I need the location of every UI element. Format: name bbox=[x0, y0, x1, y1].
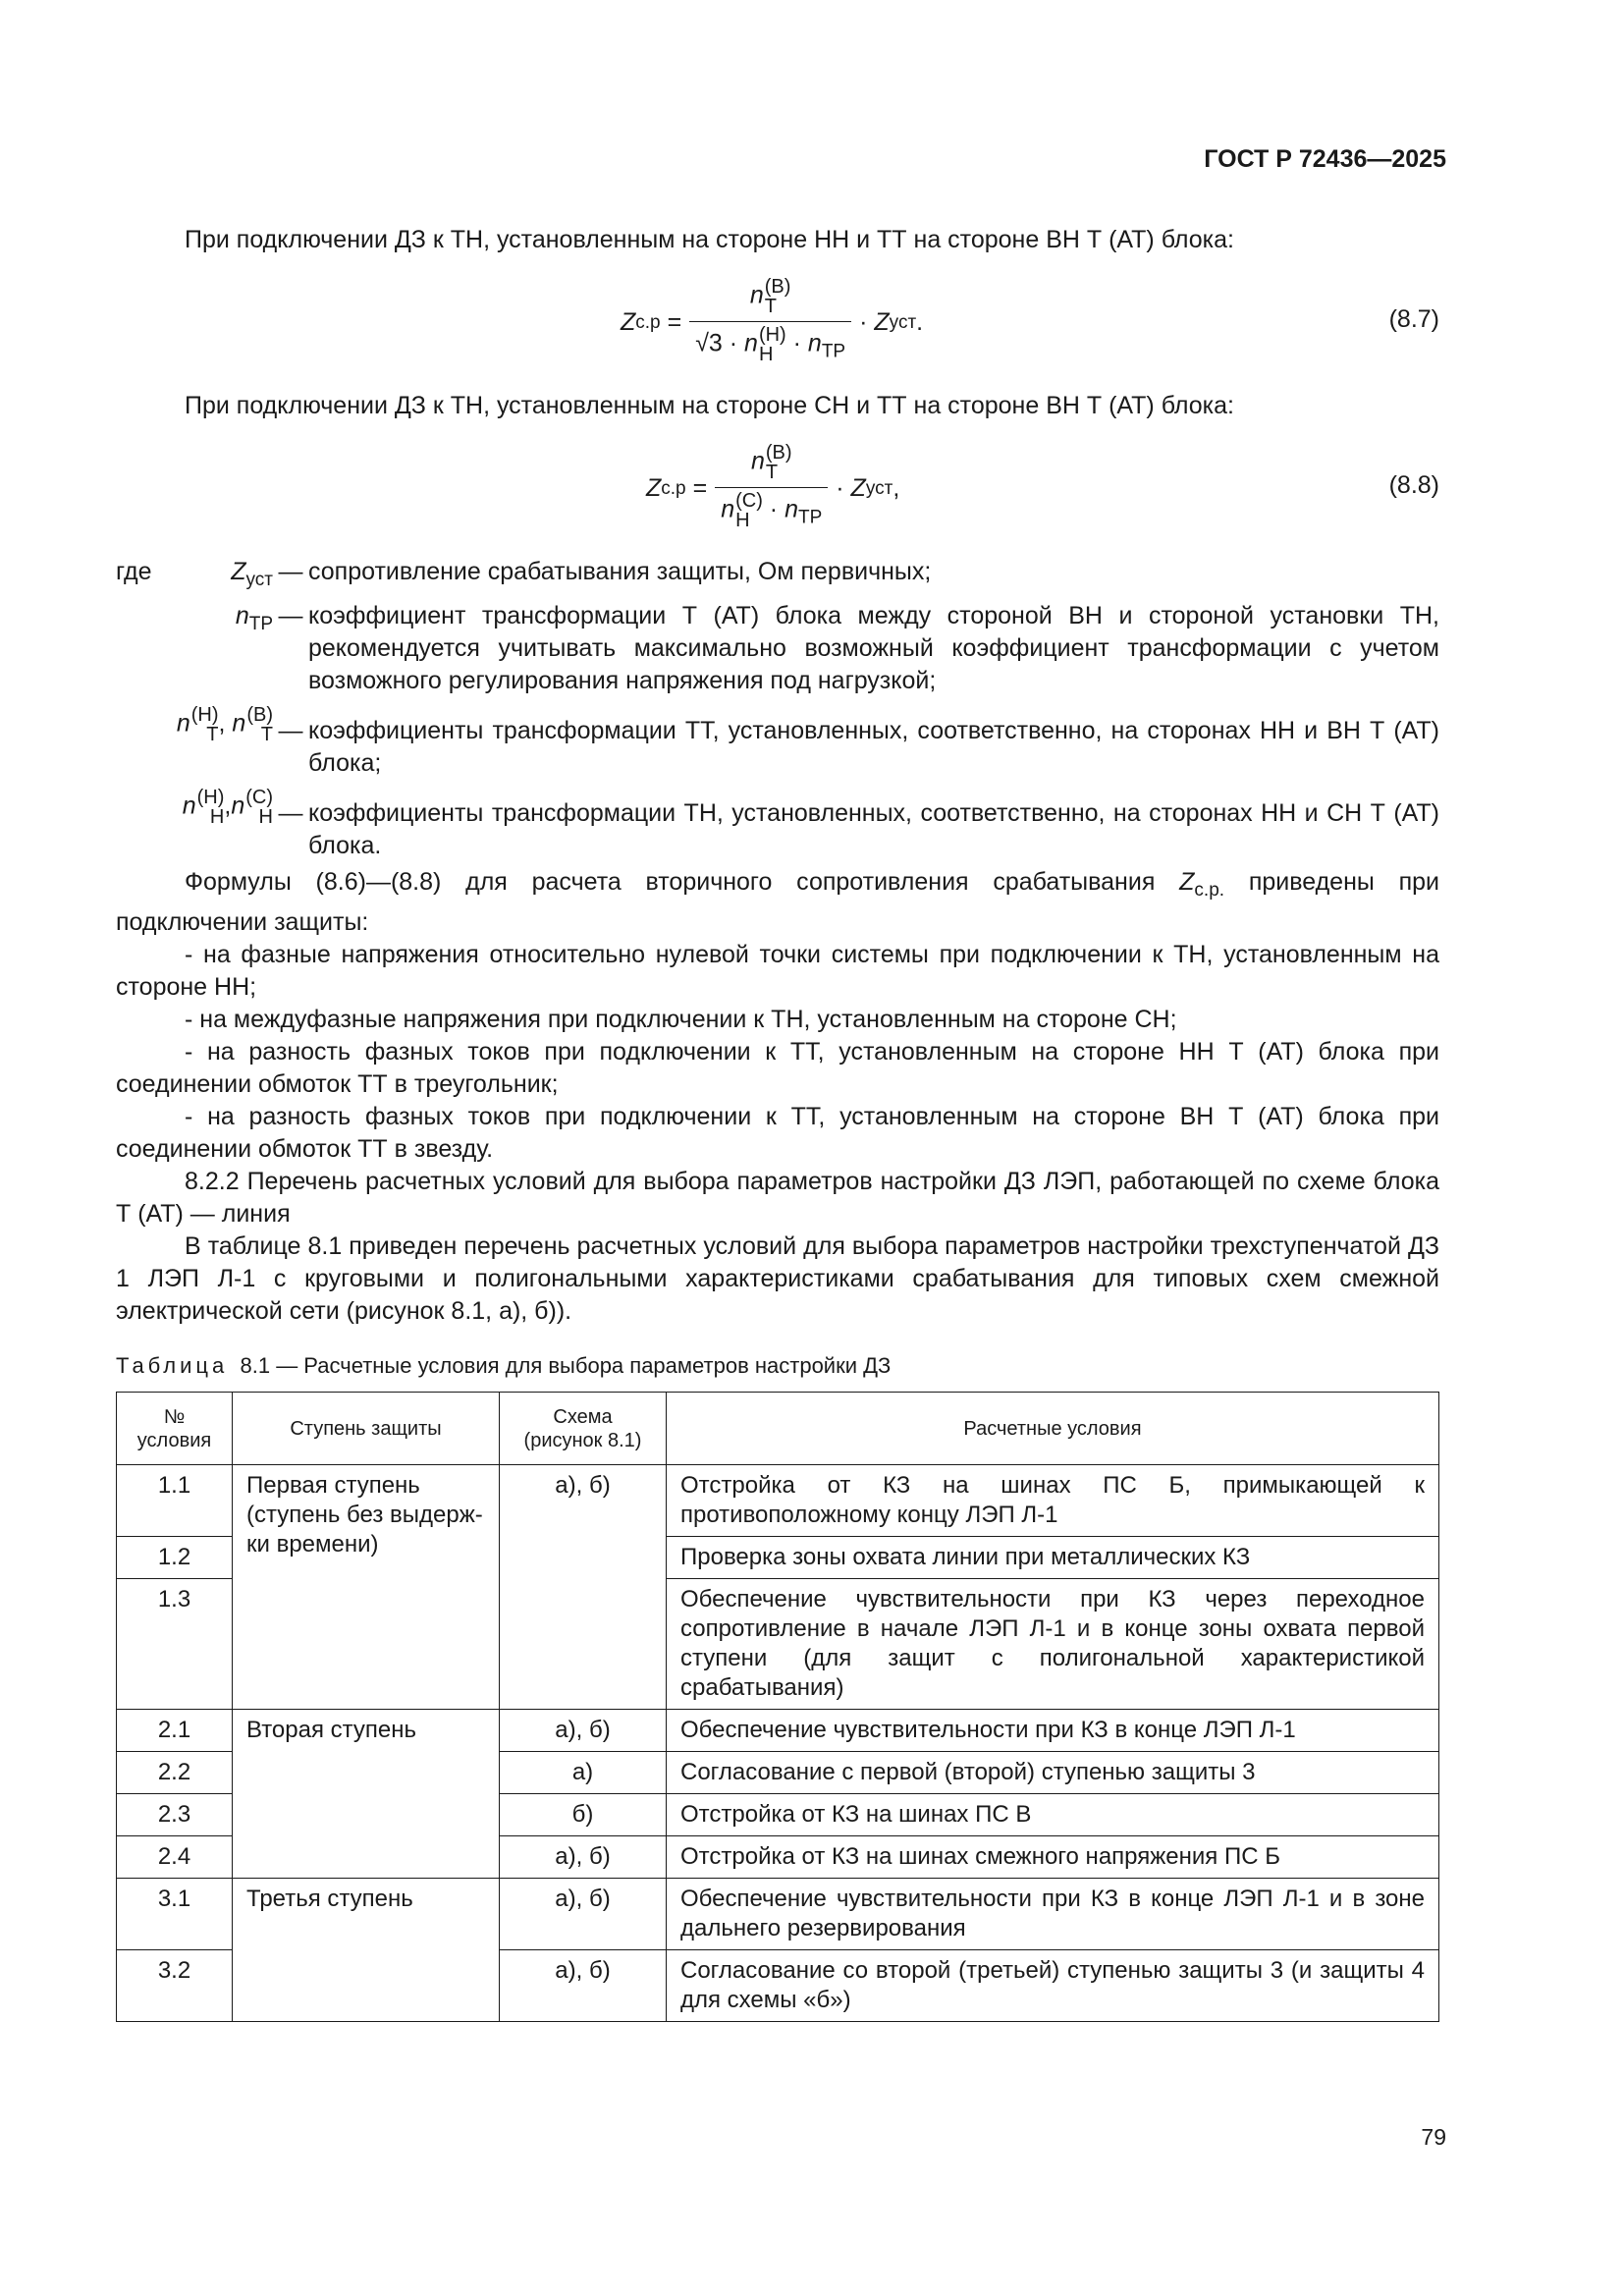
conditions-table bbox=[116, 1392, 1439, 2022]
table-row: 3.2 а), б) Согласование со второй (третьей) ступенью защиты 3 (и защиты 4 для схемы «б») bbox=[117, 1950, 1439, 2022]
header-conditions: Расчетные условия bbox=[667, 1393, 1439, 1465]
table-row: 2.3 б) Отстройка от КЗ на шинах ПС В bbox=[117, 1794, 1439, 1836]
bullet-phase-voltage: - на фазные напряжения относительно нулевой точки системы при подключении к ТН, установленным на стороне НН; bbox=[116, 941, 1439, 1001]
bullet-current-delta: - на разность фазных токов при подключении к ТТ, установленным на стороне НН Т (АТ) блока при соединении обмоток ТТ в треугольник; bbox=[116, 1038, 1439, 1098]
stage-third: Третья ступень bbox=[233, 1879, 500, 2022]
where-label: где bbox=[116, 558, 152, 585]
stage-second: Вторая ступень bbox=[233, 1710, 500, 1879]
definition-nn: n (Н) Н ,n (С) Н — коэффициенты трансформации ТН, установленных, соответственно, на сторонах НН и СН Т (АТ) блока. bbox=[182, 787, 1439, 859]
document-standard-number: ГОСТ Р 72436—2025 bbox=[1204, 145, 1446, 173]
formula-8-7-intro: При подключении ДЗ к ТН, установленным на стороне НН и ТТ на стороне ВН Т (АТ) блока: bbox=[185, 226, 1234, 253]
formula-8-7-number: (8.7) bbox=[1388, 305, 1439, 333]
bullet-line-voltage: - на междуфазные напряжения при подключении к ТН, установленным на стороне СН; bbox=[185, 1006, 1177, 1033]
page-number: 79 bbox=[1421, 2124, 1446, 2150]
section-8-2-2: 8.2.2 Перечень расчетных условий для выбора параметров настройки ДЗ ЛЭП, работающей по схеме блока Т (АТ) — линия bbox=[116, 1168, 1439, 1228]
table-row: 1.3 Обеспечение чувствительности при КЗ через переходное сопротивление в начале ЛЭП Л-1 и в конце зоны охвата первой ступени (для защит с полигональной характеристикой срабатывания) bbox=[117, 1579, 1439, 1710]
definition-ntr: $n_{ТР}$ — коэффициент трансформации Т (АТ) блока между стороной ВН и стороной установки ТН, рекомендуется учитывать максимально возможный коэффициент трансформации с учетом возможного регулирования напряжения под нагрузкой; bbox=[235, 602, 1439, 694]
header-num: № условия bbox=[117, 1393, 233, 1465]
table-row: 1.2 Проверка зоны охвата линии при металлических КЗ bbox=[117, 1537, 1439, 1579]
bullet-current-star: - на разность фазных токов при подключении к ТТ, установленным на стороне ВН Т (АТ) блока при соединении обмоток ТТ в звезду. bbox=[116, 1103, 1439, 1163]
page-content bbox=[116, 224, 1439, 2022]
table-caption: Таблица 8.1 — Расчетные условия для выбора параметров настройки ДЗ bbox=[116, 1353, 892, 1378]
symbol-definitions bbox=[116, 556, 1439, 862]
header-stage: Ступень защиты bbox=[233, 1393, 500, 1465]
definition-zust: где $Z_{уст}$ — сопротивление срабатывания защиты, Ом первичных; bbox=[116, 556, 1439, 596]
table-row: 1.1 Первая ступень (ступень без выдерж-ки времени) а), б) Отстройка от КЗ на шинах ПС Б, примыкающей к противоположному концу ЛЭП Л-1 bbox=[117, 1465, 1439, 1537]
definition-nt: n (Н) Т , n (В) Т — коэффициенты трансформации ТТ, установленных, соответственно, на сторонах НН и ВН Т (АТ) блока; bbox=[176, 704, 1439, 777]
stage-first: Первая ступень (ступень без выдерж-ки времени) bbox=[233, 1465, 500, 1710]
formula-8-8: Z с.р = n (В) Т n (С) Н · $n_{ТР}$ · Z уст , (8.8) bbox=[116, 430, 1439, 546]
header-scheme: Схема (рисунок 8.1) bbox=[500, 1393, 667, 1465]
table-row: 3.1 Третья ступень а), б) Обеспечение чувствительности при КЗ в конце ЛЭП Л-1 и в зоне дальнего резервирования bbox=[117, 1879, 1439, 1950]
table-header-row bbox=[117, 1393, 1439, 1465]
table-row: 2.4 а), б) Отстройка от КЗ на шинах смежного напряжения ПС Б bbox=[117, 1836, 1439, 1879]
table-row: 2.1 Вторая ступень а), б) Обеспечение чувствительности при КЗ в конце ЛЭП Л-1 bbox=[117, 1710, 1439, 1752]
table-row: 2.2 а) Согласование с первой (второй) ступенью защиты 3 bbox=[117, 1752, 1439, 1794]
formula-8-8-number: (8.8) bbox=[1388, 471, 1439, 499]
paragraph-table-intro: В таблице 8.1 приведен перечень расчетных условий для выбора параметров настройки трехступенчатой ДЗ 1 ЛЭП Л-1 с круговыми и полигональными характеристиками срабатывания для типовых схем смежной электрической сети (рисунок 8.1, а), б)). bbox=[116, 1232, 1439, 1325]
formula-8-8-intro: При подключении ДЗ к ТН, установленным на стороне СН и ТТ на стороне ВН Т (АТ) блока: bbox=[185, 392, 1234, 419]
paragraph-formulas: Формулы (8.6)—(8.8) для расчета вторичного сопротивления срабатывания $Z_{с.р.}$ приведены при подключении защиты: bbox=[116, 868, 1440, 936]
formula-8-7: Z с.р = n (В) Т √3 · n (Н) Н · $n_{ТР}$ · Z уст . (8.7) bbox=[116, 264, 1439, 380]
